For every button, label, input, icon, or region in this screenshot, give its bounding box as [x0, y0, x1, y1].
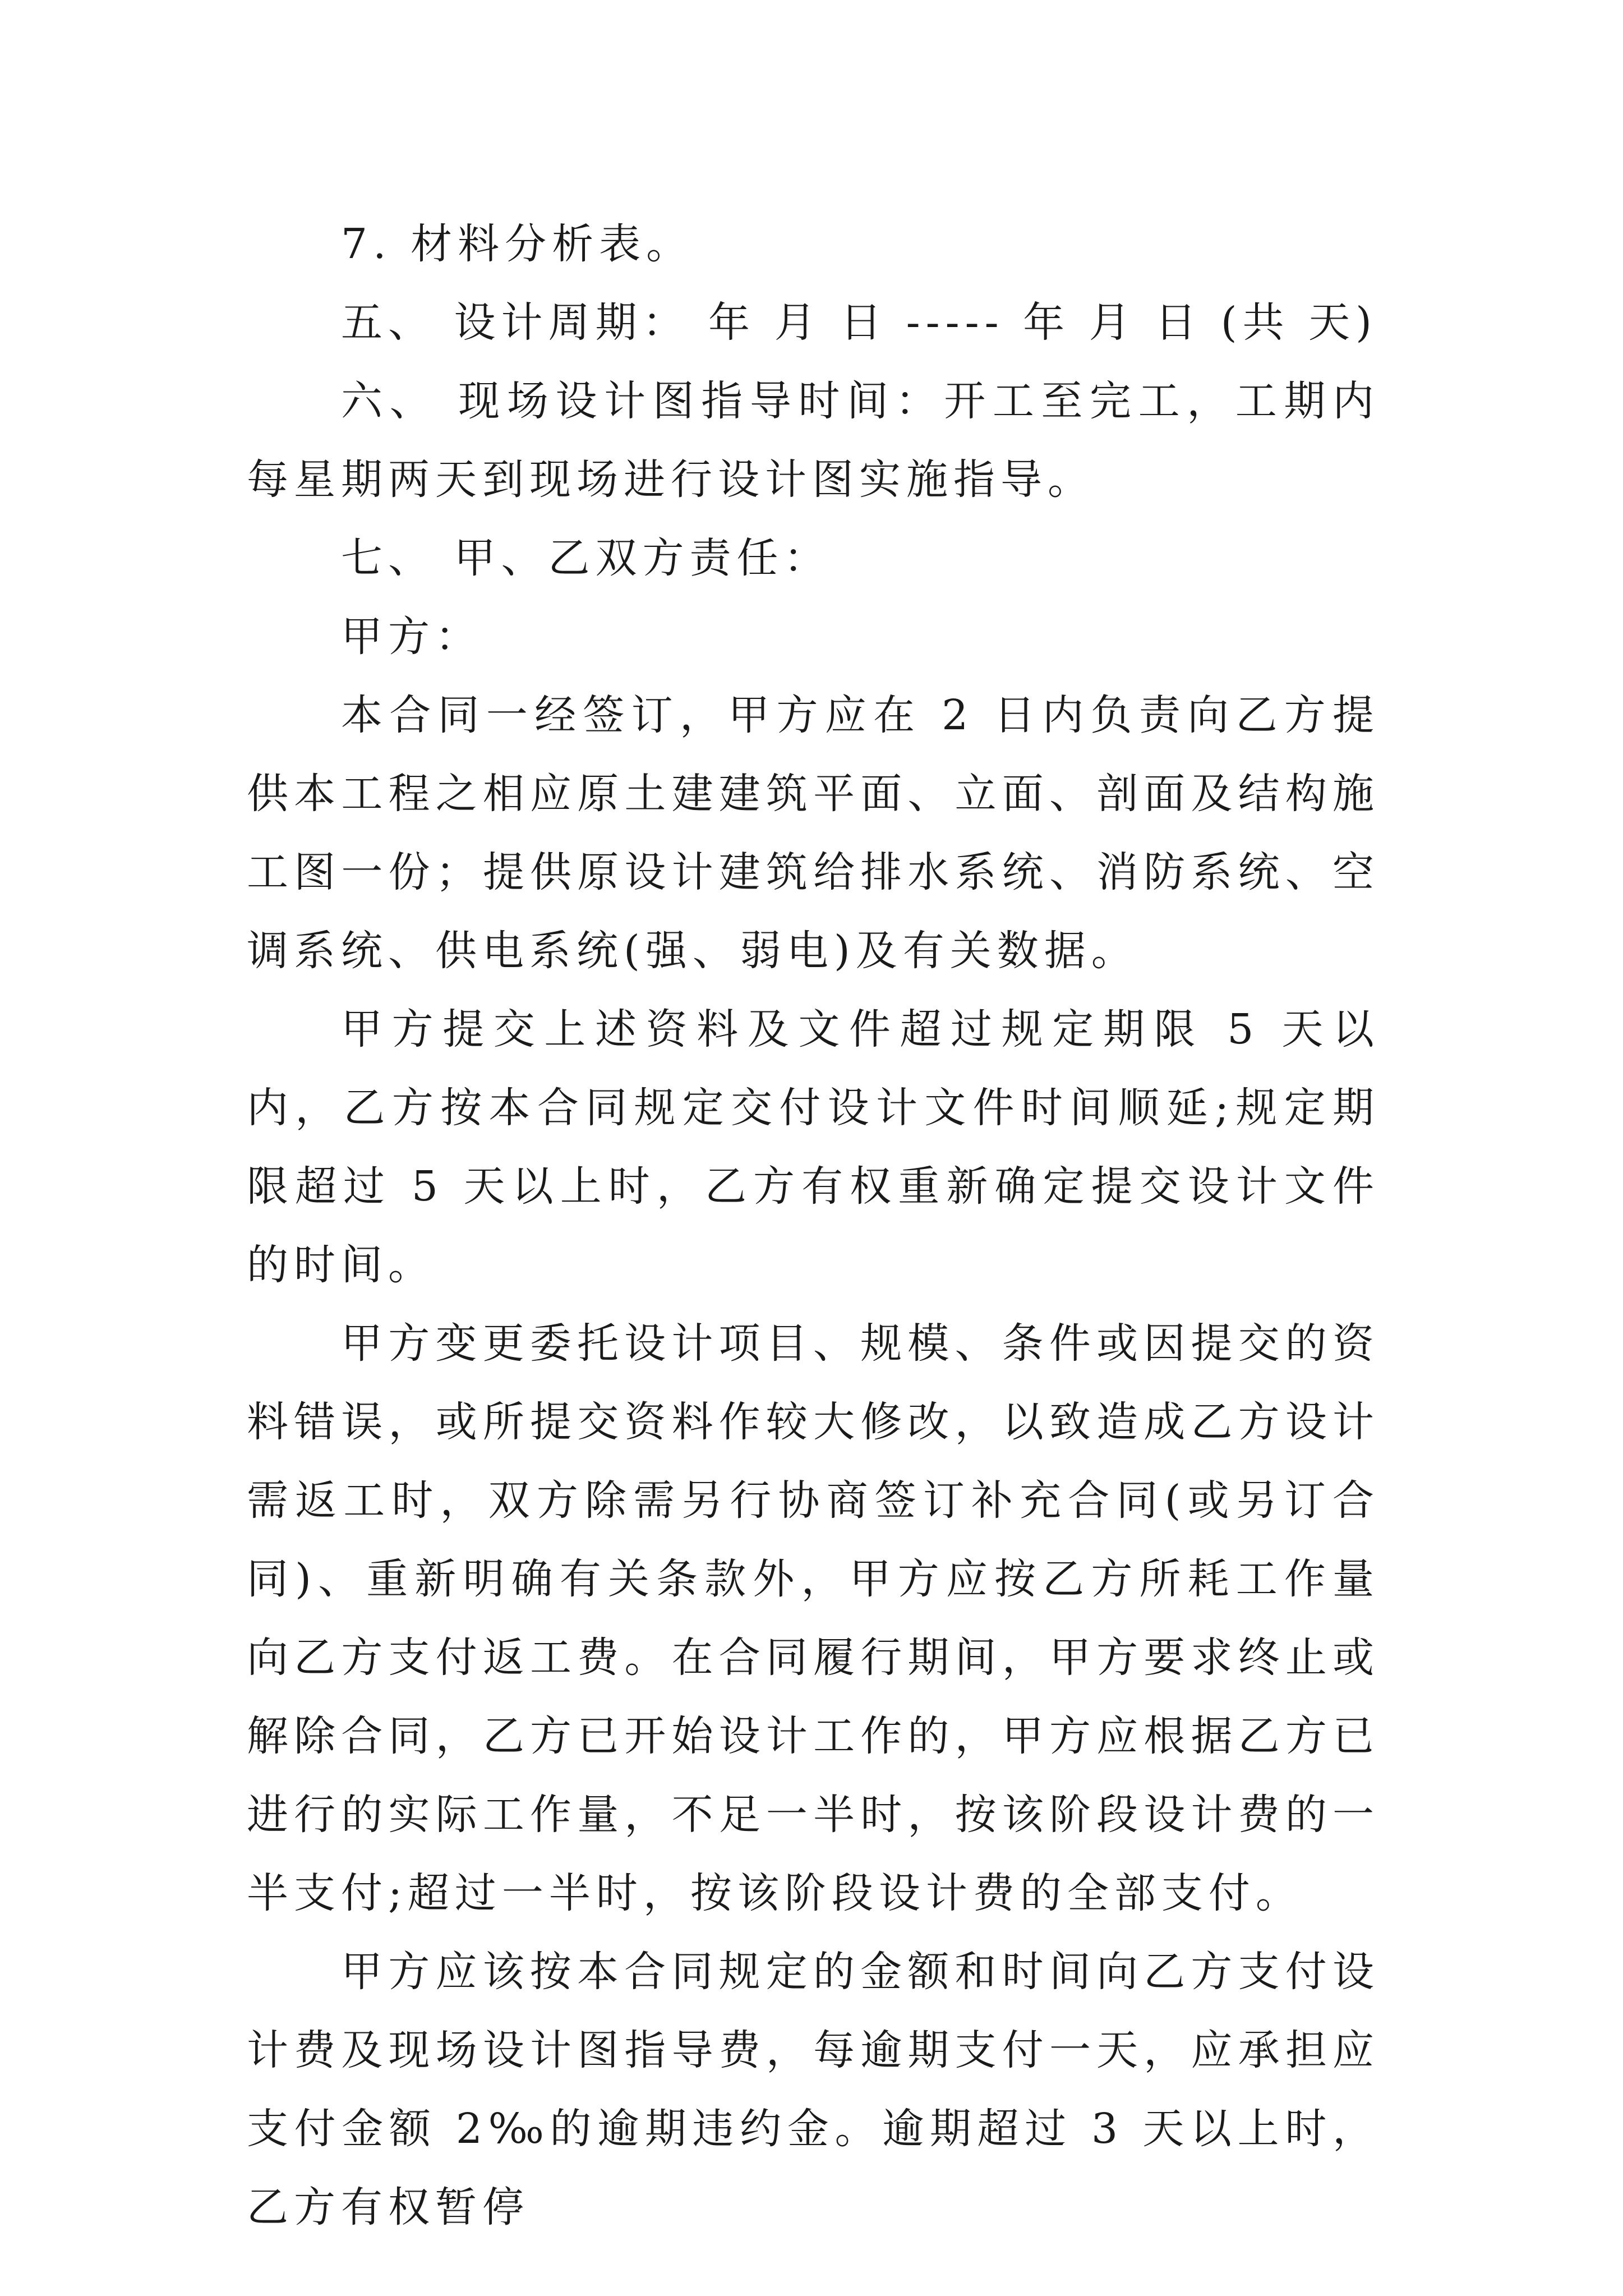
paragraph-design-period: 五、 设计周期： 年 月 日 ----- 年 月 日 (共 天): [341, 298, 1377, 347]
paragraph-materials-table: 7. 材料分析表。: [341, 220, 694, 268]
paragraph-party-a-late-submission: 甲方提交上述资料及文件超过规定期限 5 天以内，乙方按本合同规定交付设计文件时间顺延;规定期限超过 5 天以上时，乙方有权重新确定提交设计文件的时间。: [247, 1005, 1380, 1289]
paragraph-party-a-heading: 甲方：: [341, 613, 482, 661]
paragraph-party-a-provide-drawings: 本合同一经签订，甲方应在 2 日内负责向乙方提供本工程之相应原土建建筑平面、立面、剖面及结构施工图一份；提供原设计建筑给排水系统、消防系统、空调系统、供电系统(强、弱电)及有关数据。: [247, 691, 1380, 975]
paragraph-responsibilities-heading: 七、 甲、乙双方责任：: [341, 534, 831, 582]
paragraph-site-guidance-time: 六、 现场设计图指导时间：开工至完工，工期内每星期两天到现场进行设计图实施指导。: [247, 377, 1380, 504]
paragraph-party-a-payment: 甲方应该按本合同规定的金额和时间向乙方支付设计费及现场设计图指导费，每逾期支付一天，应承担应支付金额 2‰的逾期违约金。逾期超过 3 天以上时，乙方有权暂停: [247, 1948, 1380, 2231]
paragraph-party-a-changes: 甲方变更委托设计项目、规模、条件或因提交的资料错误，或所提交资料作较大修改，以致造成乙方设计需返工时，双方除需另行协商签订补充合同(或另订合同)、重新明确有关条款外，甲方应按乙方所耗工作量向乙方支付返工费。在合同履行期间，甲方要求终止或解除合同，乙方已开始设计工作的，甲方应根据乙方已进行的实际工作量，不足一半时，按该阶段设计费的一半支付;超过一半时，按该阶段设计费的全部支付。: [247, 1319, 1380, 1917]
document-body: [247, 205, 1380, 2247]
